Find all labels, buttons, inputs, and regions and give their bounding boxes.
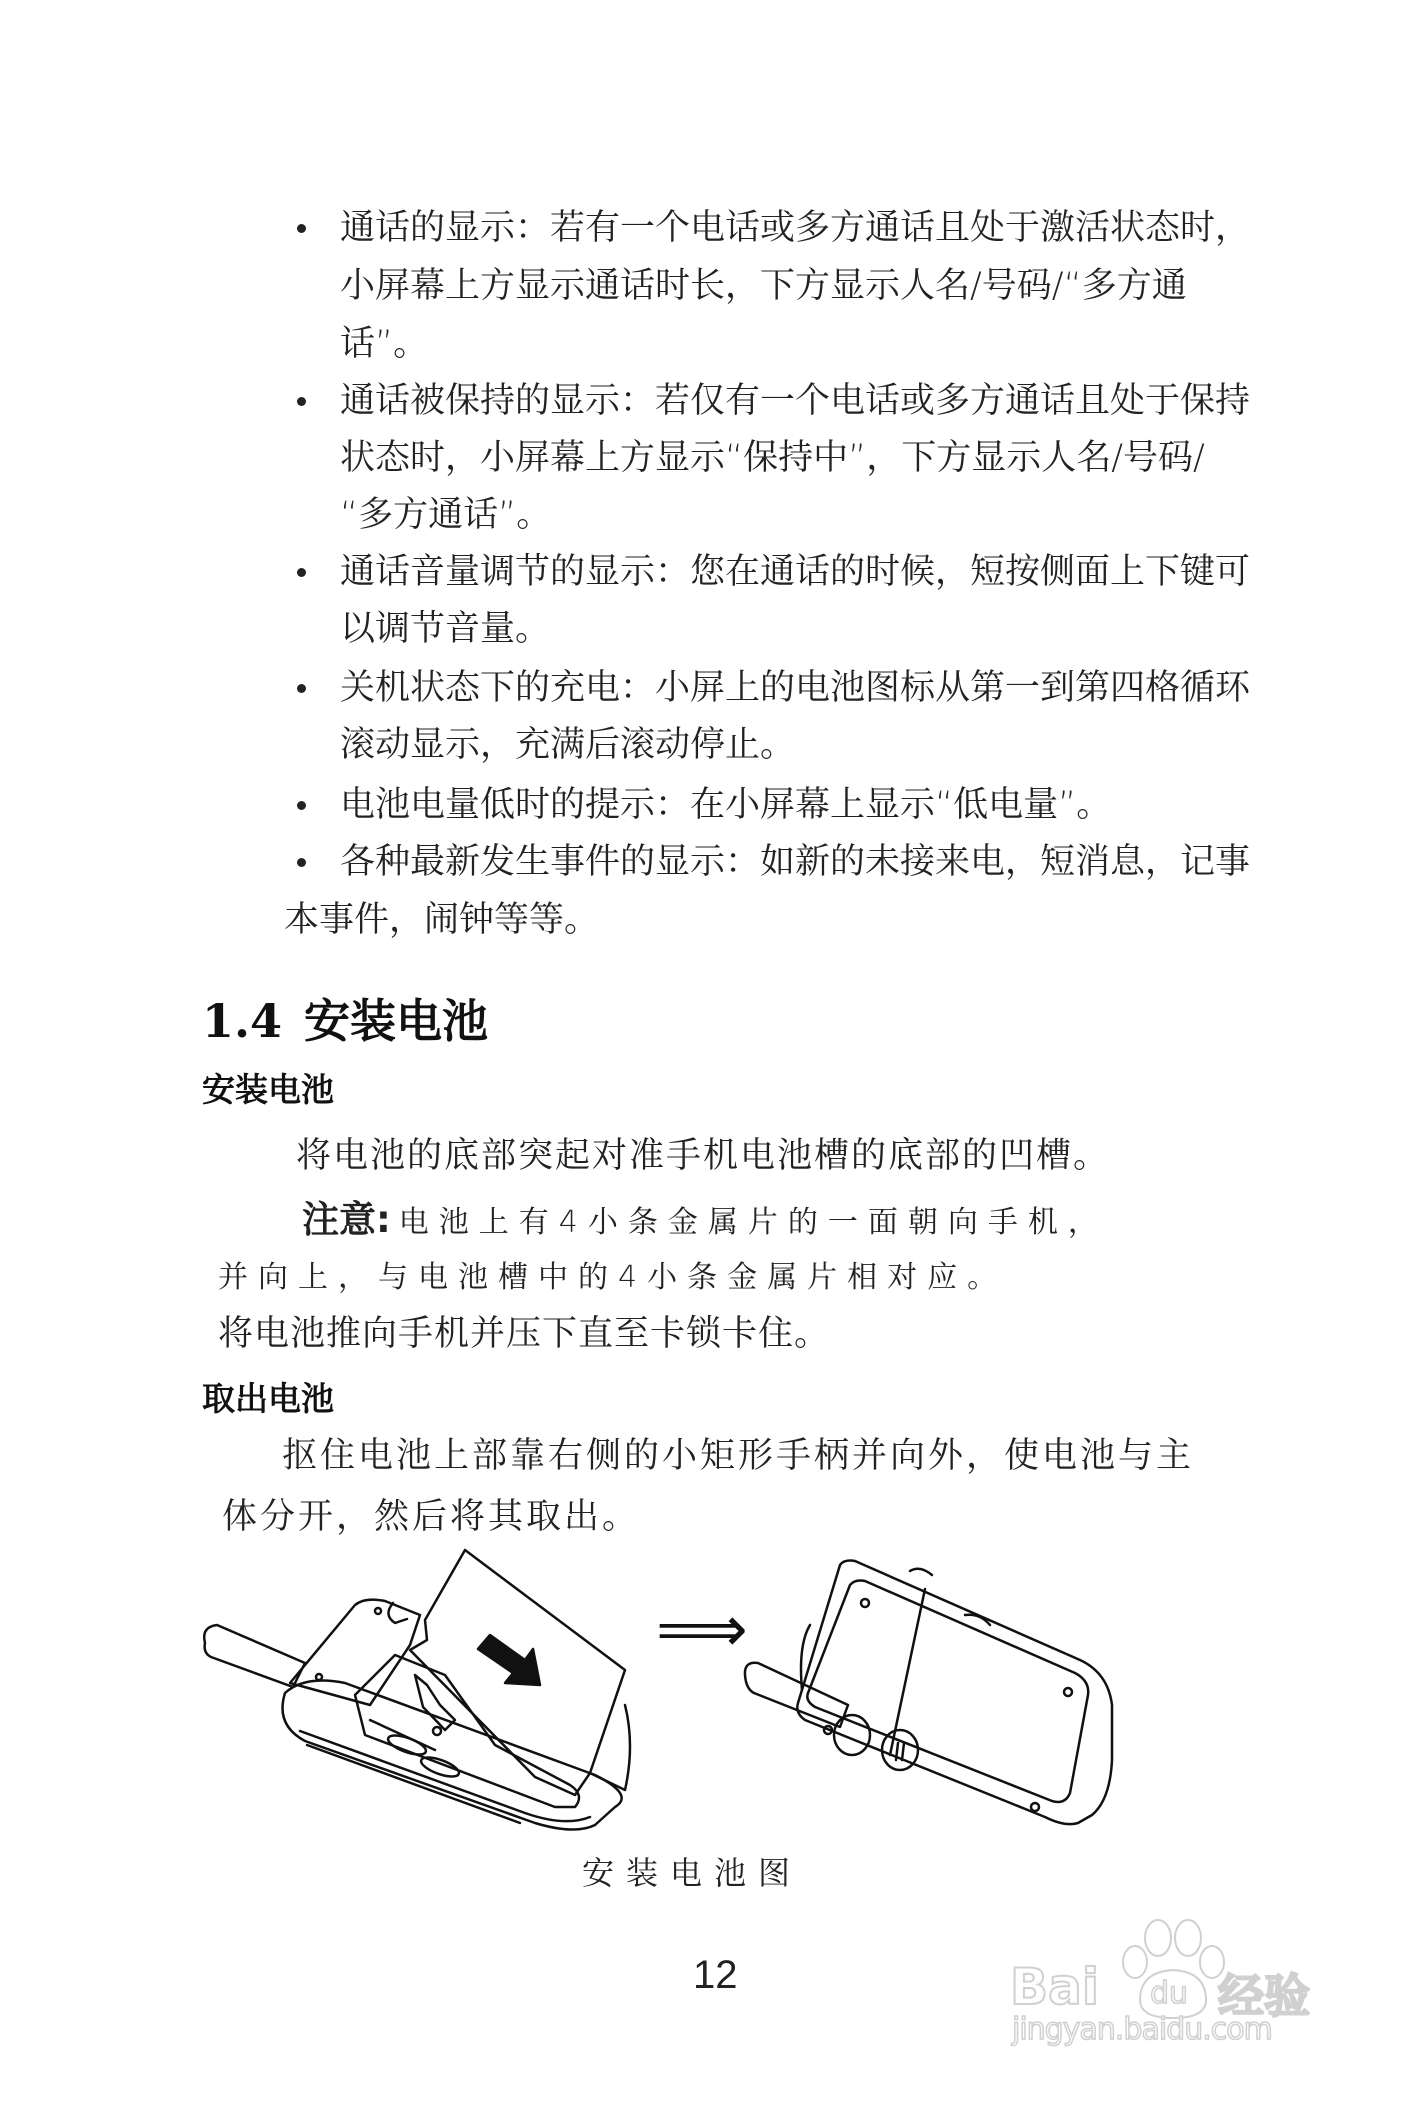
bullet-icon xyxy=(297,568,306,577)
bullet-3-line-2: 以调节音量。 xyxy=(340,609,551,649)
note-line-2: 并向上，与电池槽中的4小条金属片相对应。 xyxy=(218,1260,1008,1295)
remove-line-1: 抠住电池上部靠右侧的小矩形手柄并向外，使电池与主 xyxy=(282,1436,1195,1476)
bullet-2-line-2: 状态时，小屏幕上方显示“保持中”，下方显示人名/号码/ xyxy=(340,438,1205,478)
remove-heading: 取出电池 xyxy=(202,1379,334,1418)
double-arrow-icon: ⟹ xyxy=(656,1593,748,1667)
section-number: 1.4 xyxy=(202,994,283,1048)
phone-battery-installed-illustration xyxy=(740,1555,1140,1845)
note-label: 注意: xyxy=(302,1198,391,1241)
install-step-2: 将电池推向手机并压下直至卡锁卡住。 xyxy=(218,1314,831,1354)
watermark-url: jingyan.baidu.com xyxy=(1012,2012,1272,2047)
bullet-2-line-3: “多方通话”。 xyxy=(340,495,552,535)
bullet-4-line-1: 关机状态下的充电：小屏上的电池图标从第一到第四格循环 xyxy=(340,668,1251,708)
phone-battery-insert-illustration xyxy=(195,1545,645,1835)
watermark-brand-right: 经验 xyxy=(1218,1969,1310,2023)
section-title xyxy=(202,996,488,1046)
bullet-6-line-2: 本事件，闹钟等等。 xyxy=(284,900,600,940)
watermark-brand-left: Bai xyxy=(1010,1958,1099,2016)
figure-caption: 安装电池图 xyxy=(582,1854,803,1892)
install-step-1: 将电池的底部突起对准手机电池槽的底部的凹槽。 xyxy=(296,1136,1111,1176)
bullet-5-line-1: 电池电量低时的提示：在小屏幕上显示“低电量”。 xyxy=(340,785,1112,825)
bullet-1-line-1: 通话的显示：若有一个电话或多方通话且处于激活状态时， xyxy=(340,208,1251,248)
bullet-1-line-3: 话”。 xyxy=(340,324,429,364)
bullet-6-line-1: 各种最新发生事件的显示：如新的未接来电，短消息，记事 xyxy=(340,842,1251,882)
bullet-icon xyxy=(297,684,306,693)
bullet-1-line-2: 小屏幕上方显示通话时长，下方显示人名/号码/“多方通 xyxy=(340,266,1187,306)
bullet-3-line-1: 通话音量调节的显示：您在通话的时候，短按侧面上下键可 xyxy=(340,552,1251,592)
page-number: 12 xyxy=(693,1953,738,1997)
watermark-brand-paw: du xyxy=(1150,1976,1189,2011)
bullet-icon xyxy=(297,224,306,233)
bullet-icon xyxy=(297,397,306,406)
section-title-text: 安装电池 xyxy=(304,994,489,1048)
note-line-1: 电池上有4小条金属片的一面朝向手机， xyxy=(398,1205,1108,1240)
bullet-2-line-1: 通话被保持的显示：若仅有一个电话或多方通话且处于保持 xyxy=(340,381,1251,421)
bullet-icon xyxy=(297,858,306,867)
install-note xyxy=(302,1200,1108,1243)
bullet-4-line-2: 滚动显示，充满后滚动停止。 xyxy=(340,725,796,765)
install-heading: 安装电池 xyxy=(202,1070,334,1109)
baidu-watermark xyxy=(1010,1900,1350,2050)
bullet-icon xyxy=(297,801,306,810)
remove-line-2: 体分开，然后将其取出。 xyxy=(222,1497,641,1537)
